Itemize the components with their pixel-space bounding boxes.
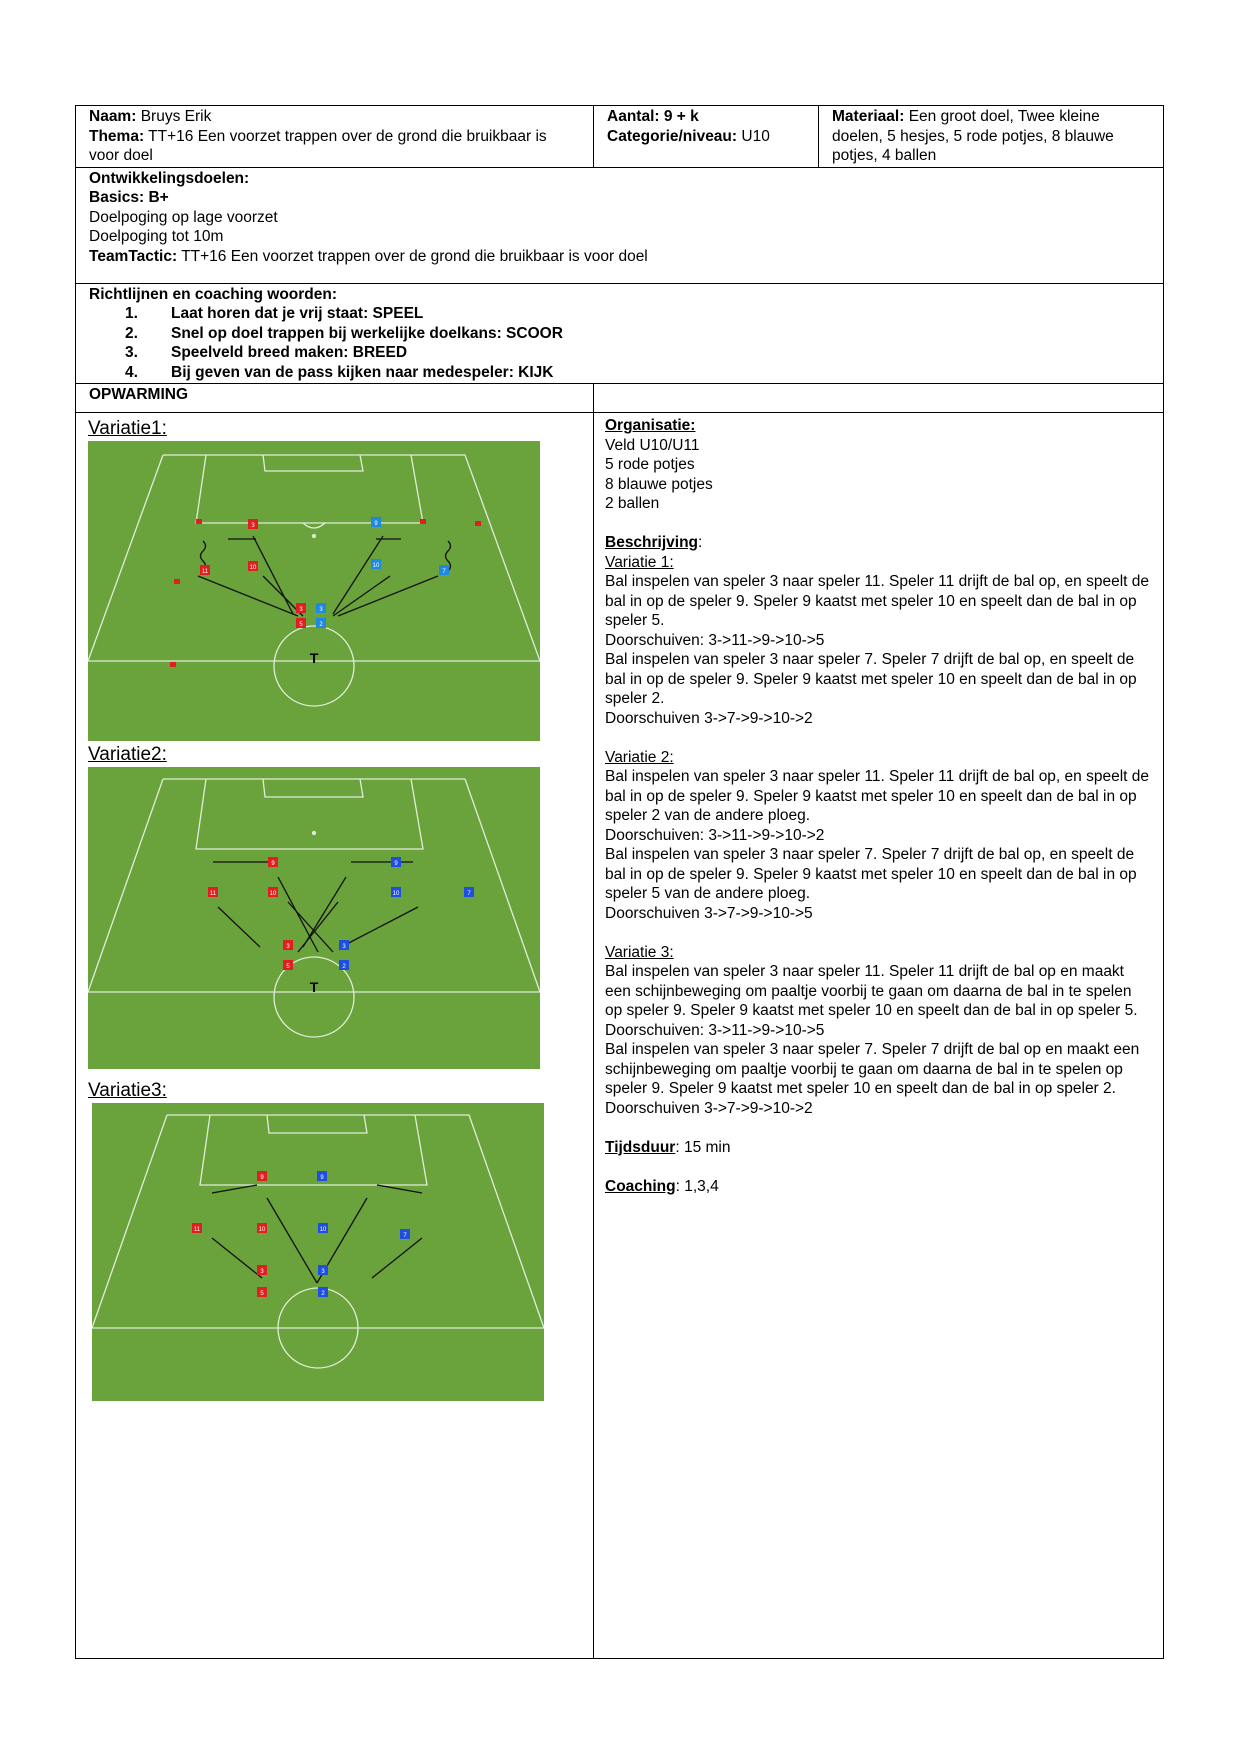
section-title: OPWARMING xyxy=(76,384,594,413)
svg-text:5: 5 xyxy=(260,1291,264,1297)
teamtactic-label: TeamTactic: xyxy=(89,247,178,265)
basics-label: Basics: B+ xyxy=(89,189,169,206)
aantal-cell xyxy=(594,106,819,168)
v3-p1: Bal inspelen van speler 3 naar speler 11. Speler 11 drijft de bal op en maakt een schijnbeweging om paaltje voorbij te gaan om daarna de bal in te spelen op speler 9. Speler 9 kaatst met speler 10 en speelt dan de bal in op speler 5. xyxy=(605,963,1138,1019)
organisatie-line: 5 rode potjes xyxy=(605,456,695,473)
svg-text:7: 7 xyxy=(442,569,446,575)
svg-text:3: 3 xyxy=(342,944,346,950)
tijdsduur-label: Tijdsduur xyxy=(605,1138,676,1156)
v2-p1: Bal inspelen van speler 3 naar speler 11. Speler 11 drijft de bal op, en speelt de bal in op de speler 9. Speler 9 kaatst met speler 10 en speelt dan de bal in op speler 2 van de andere ploeg. xyxy=(605,768,1149,824)
svg-text:10: 10 xyxy=(249,565,257,571)
pitch xyxy=(88,767,540,1069)
variatie-3-label: Variatie3: xyxy=(88,1080,167,1101)
v3-label: Variatie 3: xyxy=(605,943,674,961)
svg-text:2: 2 xyxy=(319,622,323,628)
v2-d2: Doorschuiven 3->7->9->10->5 xyxy=(605,904,813,922)
thema-value: TT+16 Een voorzet trappen over de grond die bruikbaar is voor doel xyxy=(89,127,547,164)
svg-text:10: 10 xyxy=(269,891,277,897)
field-diagram-3 xyxy=(92,1103,544,1401)
categorie-value: U10 xyxy=(741,127,770,145)
diagram-column xyxy=(76,413,594,1659)
svg-text:3: 3 xyxy=(319,607,323,613)
doelen-line-2: Doelpoging tot 10m xyxy=(89,228,224,245)
svg-text:5: 5 xyxy=(286,964,290,970)
svg-text:7: 7 xyxy=(403,1233,407,1239)
richtlijnen-cell xyxy=(76,283,1164,384)
pitch xyxy=(88,441,540,741)
naam-thema-cell xyxy=(76,106,594,168)
coach-marker: T xyxy=(309,650,319,666)
field-diagram-1 xyxy=(88,441,540,741)
svg-text:9: 9 xyxy=(374,521,378,527)
v1-label: Variatie 1: xyxy=(605,553,674,571)
svg-text:10: 10 xyxy=(319,1227,327,1233)
svg-text:2: 2 xyxy=(321,1291,325,1297)
coaching-item: 2. Snel op doel trappen bij werkelijke doelkans: SCOOR xyxy=(125,324,563,342)
materiaal-value: Een groot doel, Twee kleine doelen, 5 hesjes, 5 rode potjes, 8 blauwe potjes, 4 ballen xyxy=(832,108,1114,164)
svg-text:11: 11 xyxy=(201,569,209,575)
svg-text:9: 9 xyxy=(271,861,275,867)
svg-text:9: 9 xyxy=(260,1175,264,1181)
section-title-spacer xyxy=(594,384,1164,413)
organisatie-line: 2 ballen xyxy=(605,495,660,512)
doelen-cell xyxy=(76,167,1164,283)
doelen-title: Ontwikkelingsdoelen: xyxy=(89,169,250,187)
svg-text:3: 3 xyxy=(260,1269,264,1275)
coaching-item: 3. Speelveld breed maken: BREED xyxy=(125,344,408,361)
organisatie-title: Organisatie: xyxy=(605,417,696,434)
materiaal-label: Materiaal: xyxy=(832,108,905,125)
coaching-list xyxy=(89,304,1150,382)
beschrijving-title: Beschrijving xyxy=(605,534,699,551)
coaching-item: 4. Bij geven van de pass kijken naar medespeler: KIJK xyxy=(125,363,554,381)
v1-p2: Bal inspelen van speler 3 naar speler 7. Speler 7 drijft de bal op, en speelt de bal in op de speler 9. Speler 9 kaatst met speler 10 en speelt dan de bal in op speler 2. xyxy=(605,651,1137,707)
svg-text:2: 2 xyxy=(342,964,346,970)
svg-text:11: 11 xyxy=(193,1227,201,1233)
pitch xyxy=(92,1103,544,1401)
svg-text:3: 3 xyxy=(251,523,255,529)
svg-text:3: 3 xyxy=(286,944,290,950)
svg-text:5: 5 xyxy=(299,622,303,628)
training-table xyxy=(75,105,1164,1659)
variatie-1-label: Variatie1: xyxy=(88,418,167,439)
v2-d1: Doorschuiven: 3->11->9->10->2 xyxy=(605,826,825,844)
svg-text:10: 10 xyxy=(372,563,380,569)
svg-text:7: 7 xyxy=(467,891,471,897)
svg-text:3: 3 xyxy=(299,607,303,613)
coaching-value: 1,3,4 xyxy=(684,1177,719,1195)
richtlijnen-title: Richtlijnen en coaching woorden: xyxy=(89,285,338,303)
organisatie-line: Veld U10/U11 xyxy=(605,436,700,454)
v1-d1: Doorschuiven: 3->11->9->10->5 xyxy=(605,631,825,649)
coaching-label: Coaching xyxy=(605,1177,676,1195)
v3-d2: Doorschuiven 3->7->9->10->2 xyxy=(605,1099,813,1117)
naam-label: Naam: xyxy=(89,108,137,125)
svg-text:11: 11 xyxy=(209,891,217,897)
svg-text:10: 10 xyxy=(392,891,400,897)
thema-label: Thema: xyxy=(89,127,145,145)
v1-p1: Bal inspelen van speler 3 naar speler 11. Speler 11 drijft de bal op, en speelt de bal in op de speler 9. Speler 9 kaatst met speler 10 en speelt dan de bal in op speler 5. xyxy=(605,573,1149,629)
v2-label: Variatie 2: xyxy=(605,748,674,766)
v2-p2: Bal inspelen van speler 3 naar speler 7. Speler 7 drijft de bal op, en speelt de bal in op de speler 9. Speler 9 kaatst met speler 10 en speelt dan de bal in op speler 5 van de andere ploeg. xyxy=(605,846,1137,902)
description-column: Organisatie: Veld U10/U11 5 rode potjes 8 blauwe potjes 2 ballen Beschrijving: Variatie 1: Bal inspelen van speler 3 naar speler 11. Speler 11 drijft de bal op, en speelt de bal in op de speler 9. Speler 9 kaatst met speler 10 en speelt dan de bal in op speler 5. Doorschuiven: 3->11->9->10->5 Bal inspelen van speler 3 naar speler 7. Speler 7 drijft de bal op, en speelt de bal in op de speler 9. Speler 9 kaatst met speler 10 en speelt dan de bal in op speler 2. Doorschuiven 3->7->9->10->2 Variatie 2: Bal inspelen van speler 3 naar speler 11. Speler 11 drijft de bal op, en speelt de bal in op de speler 9. Speler 9 kaatst met speler 10 en speelt dan de bal in op speler 2 van de andere ploeg. Doorschuiven: 3->11->9->10->2 Bal inspelen van speler 3 naar speler 7. Speler 7 drijft de bal op, en speelt de bal in op de speler 9. Speler 9 kaatst met speler 10 en speelt dan de bal in op speler 5 van de andere ploeg. Doorschuiven 3->7->9->10->5 Variatie 3: Bal inspelen van speler 3 naar speler 11. Speler 11 drijft de bal op en maakt een schijnbeweging om paaltje voorbij te gaan om daarna de bal in te spelen op speler 9. Speler 9 kaatst met speler 10 en speelt dan de bal in op speler 5. Doorschuiven: 3->11->9->10->5 Bal inspelen van speler 3 naar speler 7. Speler 7 drijft de bal op en maakt een schijnbeweging om paaltje voorbij te gaan om daarna de bal in te spelen op speler 9. Speler 9 kaatst met speler 10 en speelt dan de bal in op speler 2. Doorschuiven 3->7->9->10->2 Tijdsduur: 15 min Coaching: 1,3,4 xyxy=(594,413,1164,1659)
naam-value: Bruys Erik xyxy=(140,108,212,125)
organisatie-line: 8 blauwe potjes xyxy=(605,475,713,493)
v1-d2: Doorschuiven 3->7->9->10->2 xyxy=(605,709,813,727)
tijdsduur-value: 15 min xyxy=(683,1138,731,1156)
coach-marker: T xyxy=(309,979,319,995)
variatie-2-label: Variatie2: xyxy=(88,744,167,765)
v3-d1: Doorschuiven: 3->11->9->10->5 xyxy=(605,1021,825,1039)
teamtactic-value: TT+16 Een voorzet trappen over de grond die bruikbaar is voor doel xyxy=(181,247,648,265)
aantal-label: Aantal: 9 + k xyxy=(607,108,699,125)
doelen-line-1: Doelpoging op lage voorzet xyxy=(89,208,278,226)
v3-p2: Bal inspelen van speler 3 naar speler 7. Speler 7 drijft de bal op en maakt een schijnbeweging om paaltje voorbij te gaan om daarna de bal in te spelen op speler 9. Speler 9 kaatst met speler 10 en speelt dan de bal in op speler 2. xyxy=(605,1041,1140,1097)
svg-text:10: 10 xyxy=(258,1227,266,1233)
coaching-item: 1. Laat horen dat je vrij staat: SPEEL xyxy=(125,305,424,322)
svg-text:3: 3 xyxy=(321,1269,325,1275)
svg-text:9: 9 xyxy=(320,1175,324,1181)
categorie-label: Categorie/niveau: xyxy=(607,127,738,145)
svg-text:9: 9 xyxy=(394,861,398,867)
materiaal-cell xyxy=(819,106,1164,168)
training-sheet xyxy=(75,105,1163,1659)
field-diagram-2 xyxy=(88,767,540,1069)
